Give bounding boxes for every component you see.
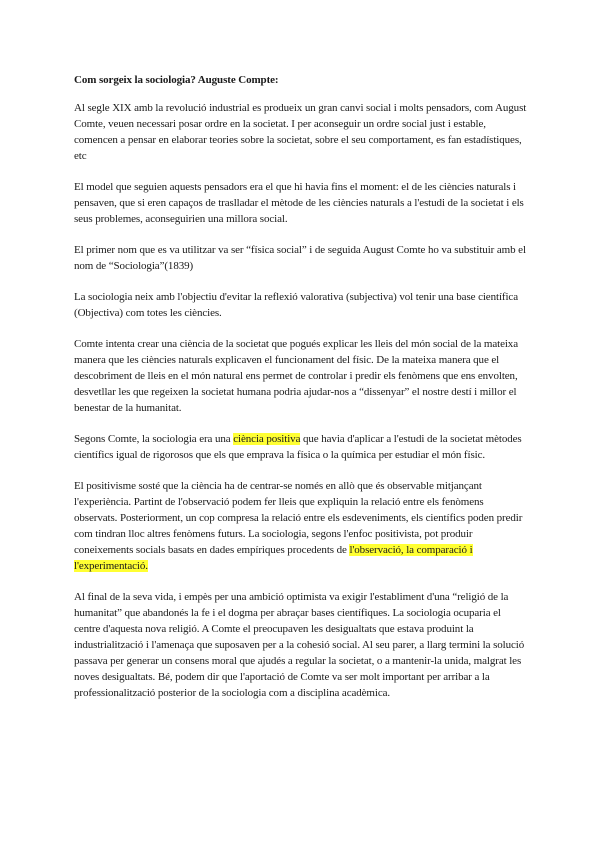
paragraph-7-text-before: El positivisme sosté que la ciència ha de centrar-se només en allò que és observable mitjançant l'experiència. Partint de l'observació podem fer lleis que expliquin la relació entre els fenòmens observats. Posteriorment, un cop compresa la relació entre els esdeveniments, els científics poden predir com tindran lloc altres fenòmens futurs. La sociologia, segons l'enfoc positivista, pot produir coneixements socials basats en dades empíriques procedents de bbox=[74, 480, 523, 556]
paragraph-4: La sociologia neix amb l'objectiu d'evitar la reflexió valorativa (subjectiva) vol tenir una base científica (Objectiva) com totes les ciències. bbox=[74, 291, 518, 319]
document-title: Com sorgeix la sociologia? Auguste Compte: bbox=[74, 74, 279, 86]
paragraph-2: El model que seguien aquests pensadors era el que hi havia fins el moment: el de les ciències naturals i pensaven, que si eren capaços de traslladar el mètode de les ciències naturals a l'estudi de la societat i els seus problemes, aconseguirien una millora social. bbox=[74, 181, 524, 225]
paragraph-7 bbox=[74, 478, 529, 574]
paragraph-8: Al final de la seva vida, i empès per una ambició optimista va exigir l'establiment d'una “religió de la humanitat” que abandonés la fe i el dogma per abraçar bases científiques. La sociologia ocuparia el centre d'aquesta nova religió. A Comte el preocupaven les desigualtats que estava produint la industrialització i l'amenaça que suposaven per a la cohesió social. Al seu parer, a llarg termini la solució passava per generar un consens moral que ajudés a regular la societat, o a mantenir-la unida, malgrat les noves desigualtats. Bé, podem dir que l'aportació de Comte va ser molt important per arribar a la professionalització posterior de la sociologia com a disciplina acadèmica. bbox=[74, 591, 525, 699]
document-body bbox=[74, 72, 529, 716]
highlighted-text-ciencia-positiva: ciència positiva bbox=[233, 433, 301, 445]
paragraph-1: Al segle XIX amb la revolució industrial es produeix un gran canvi social i molts pensadors, com August Comte, veuen necessari posar ordre en la societat. I per aconseguir un ordre social just i estable, comencen a pensar en elaborar teories sobre la societat, sobre el seu comportament, es fan estadístiques, etc bbox=[74, 102, 527, 162]
paragraph-3: El primer nom que es va utilitzar va ser “física social” i de seguida August Comte ho va substituir amb el nom de “Sociologia”(1839) bbox=[74, 244, 526, 272]
highlighted-text-observacio: l'observació, la comparació i l'experimentació. bbox=[74, 544, 473, 572]
paragraph-6 bbox=[74, 431, 529, 463]
paragraph-5: Comte intenta crear una ciència de la societat que pogués explicar les lleis del món social de la mateixa manera que les ciències naturals explicaven el funcionament del físic. De la mateixa manera que el descobriment de lleis en el món natural ens permet de controlar i predir els fenòmens que ens envolten, desvetllar les que regeixen la societat humana podria ajudar-nos a “dissenyar” el nostre destí i millor el benestar de la humanitat. bbox=[74, 338, 518, 414]
paragraph-6-text-after: que havia d'aplicar a l'estudi de la societat mètodes científics igual de rigorosos que els que emprava la física o la química per estudiar el món físic. bbox=[74, 433, 522, 461]
paragraph-6-text-before: Segons Comte, la sociologia era una bbox=[74, 433, 234, 445]
